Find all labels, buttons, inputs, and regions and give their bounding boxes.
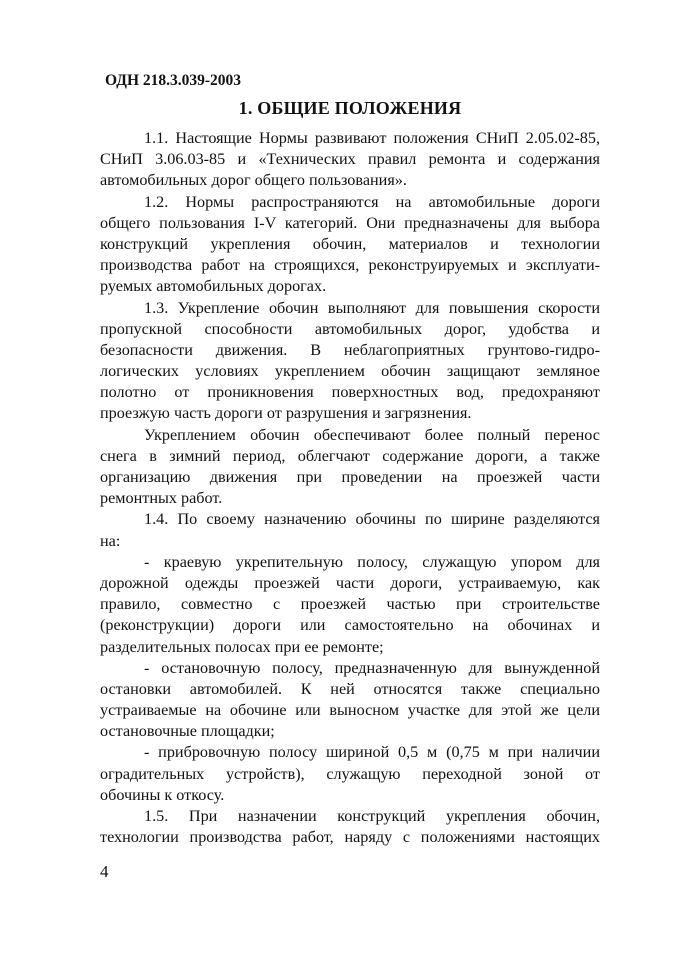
text-line: безопасности движения. В неблагоприятных грунтово-гидро- bbox=[100, 340, 600, 359]
text-line: дорожной одежды проезжей части дороги, устраиваемую, как bbox=[100, 573, 600, 592]
text-line: пропускной способности автомобильных дорог, удобства и bbox=[100, 319, 600, 338]
document-code: ОДН 218.3.039-2003 bbox=[105, 72, 242, 89]
text-line: полотно от проникновения поверхностных вод, предохраняют bbox=[100, 383, 600, 402]
text-line: обочины к откосу. bbox=[100, 785, 225, 804]
text-line-1-1: 1.1. Настоящие Нормы развивают положения СНиП 2.05.02-85, bbox=[144, 129, 600, 147]
text-line: логических условиях укреплением обочин защищают земляное bbox=[100, 362, 600, 381]
page-number: 4 bbox=[100, 862, 109, 881]
text-line: производства работ на строящихся, реконструируемых и эксплуати- bbox=[100, 256, 600, 275]
text-line-list-item: - краевую укрепительную полосу, служащую упором для bbox=[144, 552, 600, 571]
text-line: Укреплением обочин обеспечивают более полный перенос bbox=[144, 425, 600, 444]
text-line: конструкций укрепления обочин, материалов и технологии bbox=[100, 234, 600, 253]
body-text bbox=[100, 128, 600, 848]
text-line-list-item: - прибровочную полосу шириной 0,5 м (0,75 м при наличии bbox=[144, 743, 600, 762]
text-line: оградительных устройств), служащую переходной зоной от bbox=[100, 764, 600, 783]
text-line-1-4: 1.4. По своему назначению обочины по ширине разделяются bbox=[144, 510, 600, 529]
section-heading: 1. ОБЩИЕ ПОЛОЖЕНИЯ bbox=[238, 98, 462, 118]
text-line-1-3: 1.3. Укрепление обочин выполняют для повышения скорости bbox=[144, 298, 600, 317]
text-line: снега в зимний период, облегчают содержание дороги, а также bbox=[100, 446, 600, 465]
text-line: организацию движения при проведении на проезжей части bbox=[100, 468, 600, 486]
text-line: остановочные площадки; bbox=[100, 722, 275, 741]
text-line: проезжую часть дороги от разрушения и загрязнения. bbox=[100, 404, 472, 423]
text-line: СНиП 3.06.03-85 и «Технических правил ремонта и содержания bbox=[100, 150, 600, 169]
text-line-1-5: 1.5. При назначении конструкций укрепления обочин, bbox=[144, 807, 600, 825]
text-line: разделительных полосах при ее ремонте; bbox=[100, 637, 384, 656]
text-line-1-2: 1.2. Нормы распространяются на автомобильные дороги bbox=[144, 192, 600, 211]
text-line-list-item: - остановочную полосу, предназначенную для вынужденной bbox=[144, 658, 600, 677]
text-line: остановки автомобилей. К ней относятся также специально bbox=[100, 679, 600, 698]
text-line: руемых автомобильных дорогах. bbox=[100, 277, 327, 296]
text-line: правило, совместно с проезжей частью при строительстве bbox=[100, 595, 600, 614]
text-line: общего пользования I-V категорий. Они предназначены для выбора bbox=[100, 213, 600, 232]
text-line: ремонтных работ. bbox=[100, 489, 223, 508]
text-line: технологии производства работ, наряду с положениями настоящих bbox=[100, 828, 600, 847]
text-line: (реконструкции) дороги или самостоятельно на обочинах и bbox=[100, 616, 600, 635]
text-line: на: bbox=[100, 531, 121, 550]
text-line: устраиваемые на обочине или выносном участке для этой же цели bbox=[100, 701, 600, 720]
text-line: автомобильных дорог общего пользования». bbox=[100, 171, 407, 190]
